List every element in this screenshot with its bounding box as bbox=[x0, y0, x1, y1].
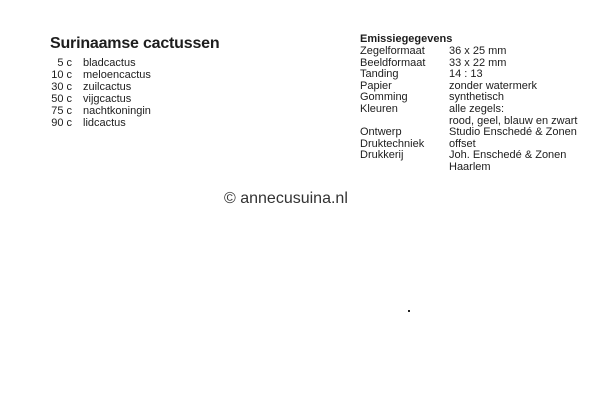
stamp-name: meloencactus bbox=[83, 69, 151, 81]
spec-row bbox=[360, 150, 577, 173]
spec-values bbox=[449, 46, 506, 58]
spec-values bbox=[449, 127, 577, 139]
spec-value: 36 x 25 mm bbox=[449, 45, 507, 57]
stamp-item bbox=[40, 57, 151, 69]
watermark: © annecusuina.nl bbox=[224, 190, 348, 207]
stamp-list bbox=[40, 57, 151, 129]
spec-label: Druktechniek bbox=[360, 137, 425, 150]
emissie-details bbox=[360, 33, 577, 174]
stamp-item bbox=[40, 69, 151, 81]
spec-value: zonder watermerk bbox=[449, 79, 538, 92]
stamp-item bbox=[40, 81, 151, 93]
spec-value: 14 : 13 bbox=[449, 68, 483, 81]
spec-value: Joh. Enschedé & Zonen bbox=[449, 149, 567, 162]
spec-value: 33 x 22 mm bbox=[449, 56, 507, 69]
stamp-name: lidcactus bbox=[83, 117, 126, 129]
stamp-name: vijgcactus bbox=[83, 93, 132, 105]
spec-row bbox=[360, 46, 577, 58]
spec-value: synthetisch bbox=[449, 91, 505, 104]
spec-label: Beeldformaat bbox=[360, 56, 426, 69]
spec-label: Gomming bbox=[360, 91, 408, 104]
stamp-name: bladcactus bbox=[83, 57, 136, 69]
spec-row bbox=[360, 127, 577, 139]
stamp-value: 30 c bbox=[51, 81, 72, 93]
emissie-heading: Emissiegegevens bbox=[360, 33, 453, 45]
spec-label: Tanding bbox=[360, 68, 399, 81]
spec-value: offset bbox=[449, 137, 476, 150]
stamp-value: 5 c bbox=[57, 57, 72, 69]
stamp-name: zuilcactus bbox=[83, 81, 132, 93]
spec-value: rood, geel, blauw en zwart bbox=[449, 114, 578, 127]
stamp-value: 50 c bbox=[51, 93, 72, 105]
stamp-item bbox=[40, 117, 151, 129]
spec-values bbox=[449, 104, 577, 127]
stamp-item bbox=[40, 105, 151, 117]
stamp-value: 90 c bbox=[51, 117, 72, 129]
stamp-value: 75 c bbox=[51, 105, 72, 117]
ink-speck bbox=[408, 310, 410, 312]
page-title: Surinaamse cactussen bbox=[50, 35, 220, 52]
spec-label: Drukkerij bbox=[360, 149, 404, 162]
spec-label: Zegelformaat bbox=[360, 45, 425, 57]
spec-label: Papier bbox=[360, 79, 392, 92]
stamp-value: 10 c bbox=[51, 69, 72, 81]
spec-values bbox=[449, 150, 566, 173]
spec-label: Kleuren bbox=[360, 102, 398, 115]
spec-row bbox=[360, 104, 577, 127]
spec-value: Haarlem bbox=[449, 160, 491, 173]
stamp-item bbox=[40, 93, 151, 105]
stamp-name: nachtkoningin bbox=[83, 105, 151, 117]
spec-value: Studio Enschedé & Zonen bbox=[449, 126, 577, 139]
spec-label: Ontwerp bbox=[360, 126, 402, 139]
spec-value: alle zegels: bbox=[449, 102, 505, 115]
